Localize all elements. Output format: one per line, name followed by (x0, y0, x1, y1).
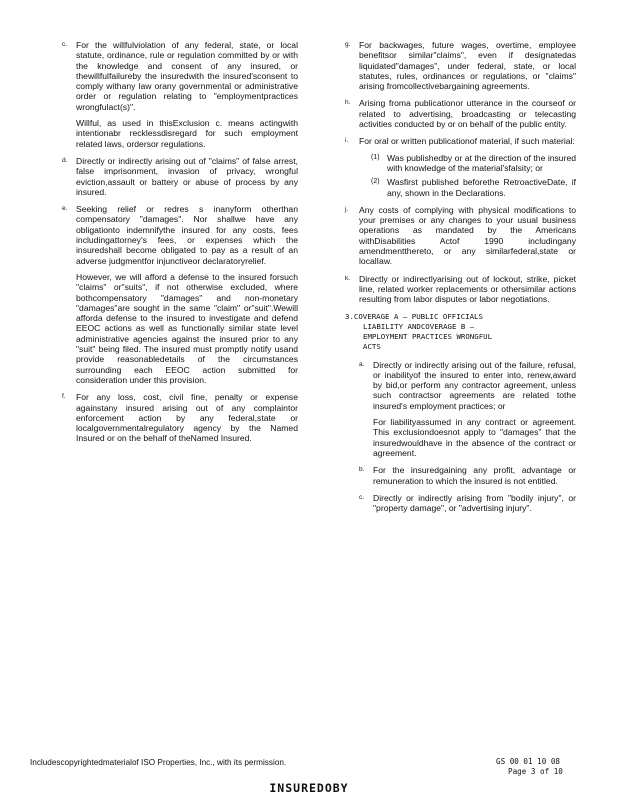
exclusion-g (345, 40, 576, 91)
exclusion-paragraph: Arising froma publicationor utterance in the courseof or related to advertising, broadcasting or telecasting activities conducted by or on behalf of the public entity. (359, 98, 576, 130)
item-mark: i. (345, 137, 349, 145)
item-mark: f. (62, 393, 66, 401)
exclusion-paragraph: Directly or indirectly arising out of "claims" of false arrest, false imprisonment, invasion of privacy, wrongful eviction,assault or battery or abuse of process by any insured. (76, 155, 298, 197)
left-column (62, 40, 298, 451)
subitem-mark: (1) (371, 153, 380, 161)
exclusion-paragraph: Seeking relief or redres s inanyform otherthan compensatory "damages". Nor shallwe have any obligationto indemnifythe insured for any costs, fees includingattorney's fees, or expenses which the insuredshall become obligated to pay as a result of an adverse judgmentfor injunctiveor declaratoryrelief. (76, 204, 298, 266)
exclusion-paragraph: For any loss, cost, civil fine, penalty or expense againstany insured arising out of any complaintor enforcement action by any federal,state or localgovernmentalregulatory agency by the Named Insured or on the behalf of theNamed Insured. (76, 392, 298, 444)
item-mark: d. (62, 156, 68, 164)
exclusion-paragraph: For the insuredgaining any profit, advantage or remuneration to which the insured is not entitled. (373, 465, 576, 486)
item-mark: g. (345, 41, 351, 48)
exclusion-paragraph: Any costs of complying with physical modifications to your premises or any changes to your usual business operations as mandated by the Americans withDisabilities Actof 1990 includingany amendmentthereto, or any similarfederal,state or localIaw. (359, 204, 576, 267)
copyright-notice: Includescopyrightedmaterialof ISO Properties, Inc., with its permission. (30, 758, 287, 767)
exclusion-paragraph: Willful, as used in thisExclusion c. means actingwith intentionabr recklessdisregard for such employment related laws, ordersor regulations. (76, 118, 298, 149)
exclusion-paragraph: Directly or indirectly arising from "bodily injury", or "property damage", or "advertising injury". (373, 492, 576, 514)
coverage-exclusion-c (359, 493, 576, 514)
exclusion-paragraph: However, we will afford a defense to the insured forsuch "claims" or"suits", if not otherwise excluded, where bothcompensatory "damages" and non-monetary "damages"are sought in the same "claim" or"suit".Wewill afforda defense to the insured to investigate and defend EEOC actions as well as functionally similar state level administrative agencies against the insured prior to any "suit" being filed. The insured must promptly notify usand provide reasonabledetails of the circumstances surrounding each EEOC action submitted for consideration under this provision. (76, 271, 298, 385)
item-mark: c. (359, 493, 365, 501)
coverage-exclusion-a (359, 360, 576, 459)
exclusion-paragraph: Directly or indirectly arising out of the failure, refusal, or inabilityof the insured to enter into, renew,award by bid,or perform any contractor agreement, unless such contractsor agreements are related tothe insured's employment practices; or (373, 359, 576, 411)
exclusion-f (62, 392, 298, 443)
coverage-exclusion-b (359, 465, 576, 486)
coverage-heading-line: ACTS (363, 341, 381, 351)
insured-copy-stamp: INSUREDOBY (269, 781, 349, 795)
coverage-heading-line: LIABILITY ANDCOVERAGE B — (363, 321, 475, 331)
item-mark: c. (62, 41, 68, 48)
item-mark: a. (359, 360, 365, 368)
subitem-2 (367, 177, 576, 198)
item-mark: e. (62, 205, 68, 213)
exclusion-h (345, 98, 576, 129)
form-number: GS 00 01 10 08 (496, 757, 561, 766)
coverage-heading-line: 3.COVERAGE A — PUBLIC OFFICIALS (345, 311, 483, 321)
exclusion-d (62, 156, 298, 197)
exclusion-paragraph: For backwages, future wages, overtime, employee benefitsor similar"claims", even if designatedas liquidated"damages", under federal, state, or local statutes, rules, ordinances or regulations, or "claims" arising fromcollectivebargaining agreements. (359, 40, 576, 92)
coverage-exclusions (359, 360, 576, 514)
coverage-heading-line: EMPLOYMENT PRACTICES WRONGFUL (363, 331, 493, 341)
item-mark: b. (359, 466, 365, 474)
subitem-mark: (2) (371, 178, 380, 186)
right-column (345, 40, 576, 520)
exclusion-paragraph: For the willfulviolation of any federal, state, or local statute, ordinance, rule or regulation committed by or with the knowledge and consent of any insured, or thewillfulfailureby the insuredwith the insured'sconsent to comply withany law orany governmental or administrative order or regulation relating to "employmentpractices wrongfulact(s)". (76, 40, 298, 112)
exclusion-paragraph: For liabilityassumed in any contract or agreement. This exclusiondoesnot apply to "damages" that the insuredwouldhave in the absence of the contract or agreement. (373, 417, 576, 458)
coverage-heading (345, 312, 576, 352)
exclusion-k (345, 274, 576, 305)
subitem-text: Was publishedby or at the direction of the insured with knowledge of the material'sfalsity; or (387, 152, 576, 173)
exclusion-i (345, 136, 576, 197)
exclusion-paragraph: Directly or indirectlyarising out of lockout, strike, picket line, related worker replacements or othersimilar actions resulting from labor disputes or labor negotiations. (359, 273, 576, 305)
exclusion-paragraph: For oral or written publicationof material, if such material: (359, 136, 575, 147)
item-mark: h. (345, 99, 351, 107)
exclusion-j (345, 205, 576, 267)
exclusion-e (62, 204, 298, 385)
subitem-text: Wasfirst published beforethe RetroactiveDate, if any, shown in the Declarations. (387, 177, 576, 198)
subitem-1 (367, 153, 576, 174)
item-mark: k. (345, 274, 351, 282)
form-info (496, 757, 563, 777)
item-mark: j. (345, 205, 349, 213)
exclusion-c (62, 40, 298, 149)
page-number: Page 3 of 10 (508, 767, 563, 776)
